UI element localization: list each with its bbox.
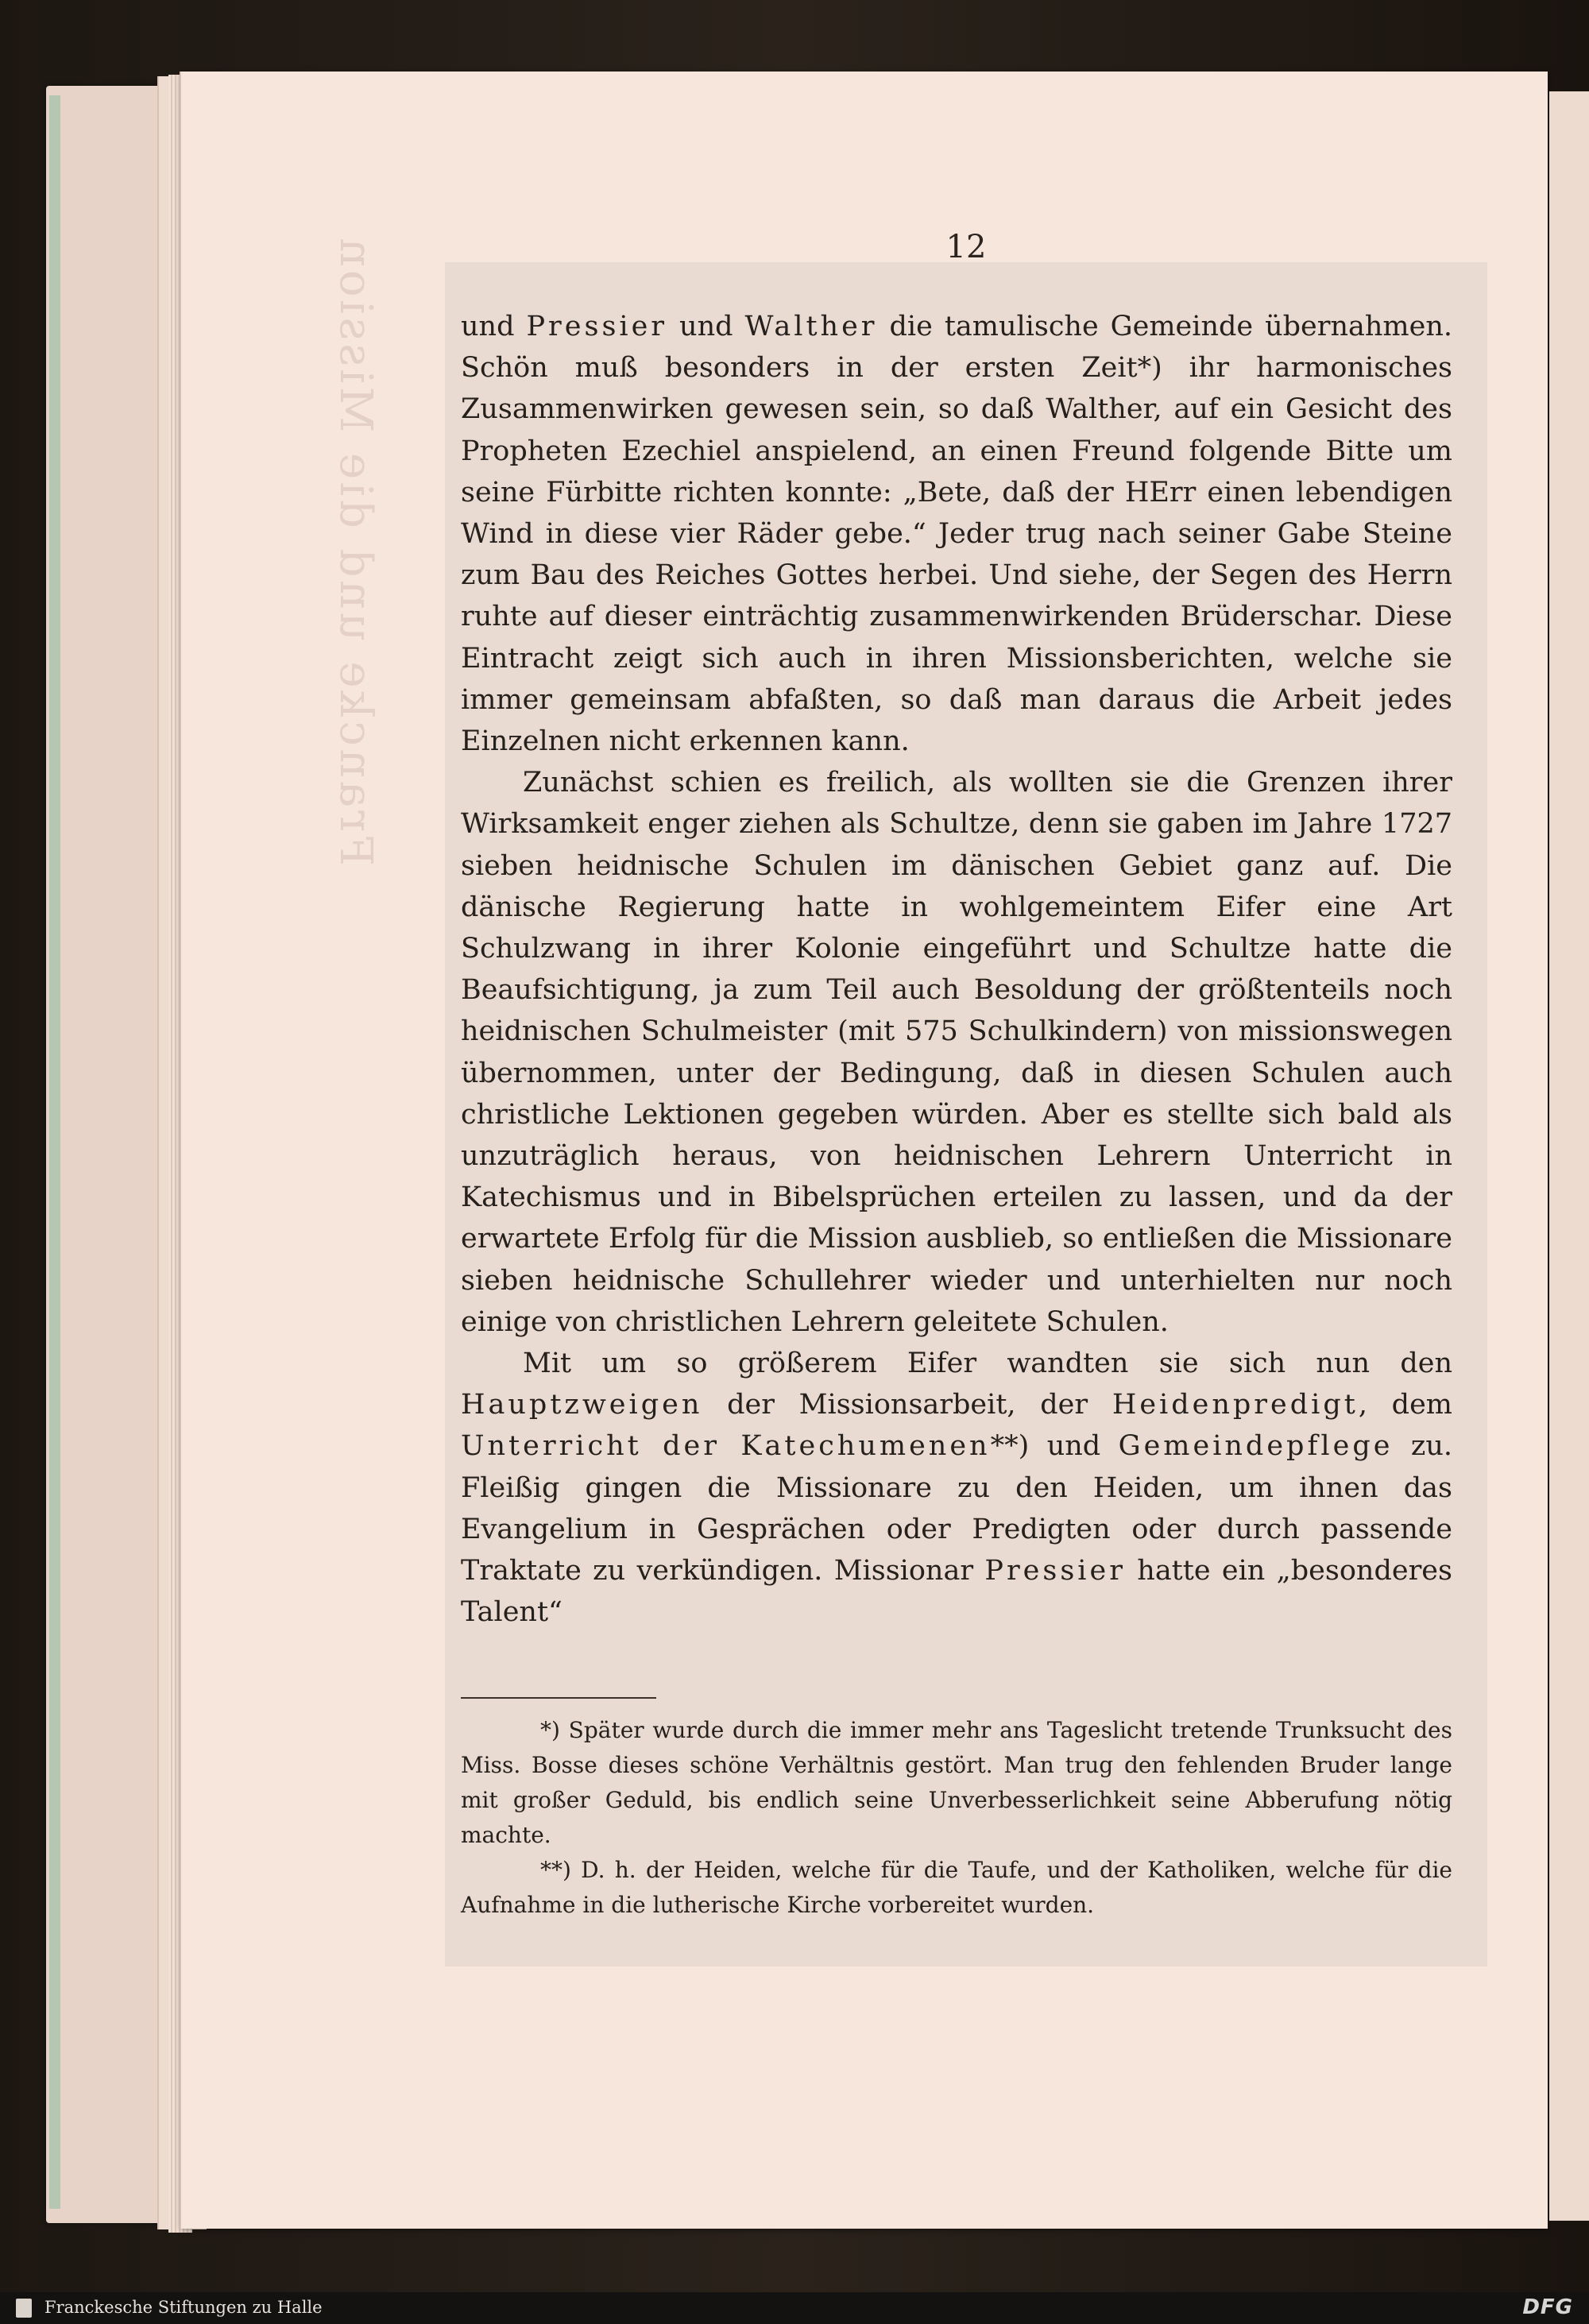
footnote: *) Später wurde durch die immer mehr ans Tageslicht tretende Trunksucht des Miss. Bosse dieses schöne Verhältnis gestört. Man trug den fehlenden Bruder lange mit großer Geduld, bis endlich seine Unverbesserlichkeit seine Abberufung nötig machte. <box>461 1717 1452 1848</box>
institution-logo-icon <box>16 2299 32 2318</box>
emphasized-text: Heidenpredigt <box>1112 1389 1359 1421</box>
text-run: Mit um so größerem Eifer wandten sie sich nun den <box>523 1348 1452 1380</box>
text-run: **) und <box>990 1430 1119 1463</box>
emphasized-text: Gemeindepflege <box>1118 1430 1394 1463</box>
bleed-through-text: Francke und die Mission <box>330 234 381 866</box>
emphasized-text: Pressier <box>984 1555 1126 1587</box>
text-run: die tamulische Gemeinde übernahmen. Schön muß besonders in der ersten Zeit*) ihr harmonisches Zusammenwirken gewesen sein, so daß Walther, auf ein Gesicht des Propheten Ezechiel anspielend, an einen Freund folgende Bitte um seine Fürbitte richten konnte: „Bete, daß der HErr einen lebendigen Wind in diese vier Räder gebe.“ Jeder trug nach seiner Gabe Steine zum Bau des Reiches Gottes herbei. Und siehe, der Segen des Herrn ruhte auf dieser einträchtig zusammenwirkenden Brüderschar. Diese Eintracht zeigt sich auch in ihren Missionsberichten, welche sie immer gemeinsam abfaßten, so daß man daraus die Arbeit jedes Einzelnen nicht erkennen kann. <box>461 311 1452 758</box>
paragraph <box>461 1343 1452 1633</box>
text-run: und <box>461 311 527 342</box>
footnote-divider <box>461 1697 656 1699</box>
body-text <box>461 306 1452 1634</box>
footnotes <box>461 1713 1452 1923</box>
page-number: 12 <box>945 229 987 265</box>
facing-page-edge <box>1549 91 1589 2221</box>
emphasized-text: Unterricht der Katechumenen <box>461 1430 991 1463</box>
paragraph <box>461 306 1452 762</box>
text-run: Zunächst schien es freilich, als wollten sie die Grenzen ihrer Wirksamkeit enger ziehen als Schultze, denn sie gaben im Jahre 1727 sieben heidnische Schulen im dänischen Gebiet ganz auf. Die dänische Regierung hatte in wohlgemeintem Eifer eine Art Schulzwang in ihrer Kolonie eingeführt und Schultze hatte die Beaufsichtigung, ja zum Teil auch Besoldung der größtenteils noch heidnischen Schulmeister (mit 575 Schulkindern) von missionswegen übernommen, unter der Bedingung, daß in diesen Schulen auch christliche Lektionen gegeben würden. Aber es stellte sich bald als unzuträglich heraus, von heidnischen Lehrern Unterricht in Katechismus und in Bibelsprüchen erteilen zu lassen, und da der erwartete Erfolg für die Mission ausblieb, so entließen die Missionare sieben heidnische Schullehrer wieder und unterhielten nur noch einige von christlichen Lehrern geleitete Schulen. <box>461 767 1452 1338</box>
emphasized-text: Walther <box>744 311 878 342</box>
text-run: und <box>667 311 745 342</box>
green-page-edge <box>49 95 60 2209</box>
institution-label: Franckesche Stiftungen zu Halle <box>44 2298 323 2317</box>
text-run: , dem <box>1358 1389 1452 1421</box>
dfg-logo: DFG <box>1522 2295 1573 2319</box>
emphasized-text: Hauptzweigen <box>461 1389 703 1421</box>
emphasized-text: Pressier <box>526 311 668 342</box>
text-run: hatte ein „besonderes Talent“ <box>461 1555 1452 1629</box>
text-run: der Missionsarbeit, der <box>702 1389 1112 1421</box>
footnote: **) D. h. der Heiden, welche für die Taufe, und der Katholiken, welche für die Aufnahme in die lutherische Kirche vorbereitet wurden. <box>461 1857 1452 1918</box>
paragraph <box>461 762 1452 1343</box>
text-run: zu. Fleißig gingen die Missionare zu den Heiden, um ihnen das Evangelium in Gesprächen oder Predigten oder durch passende Traktate zu verkündigen. Missionar <box>461 1430 1452 1587</box>
